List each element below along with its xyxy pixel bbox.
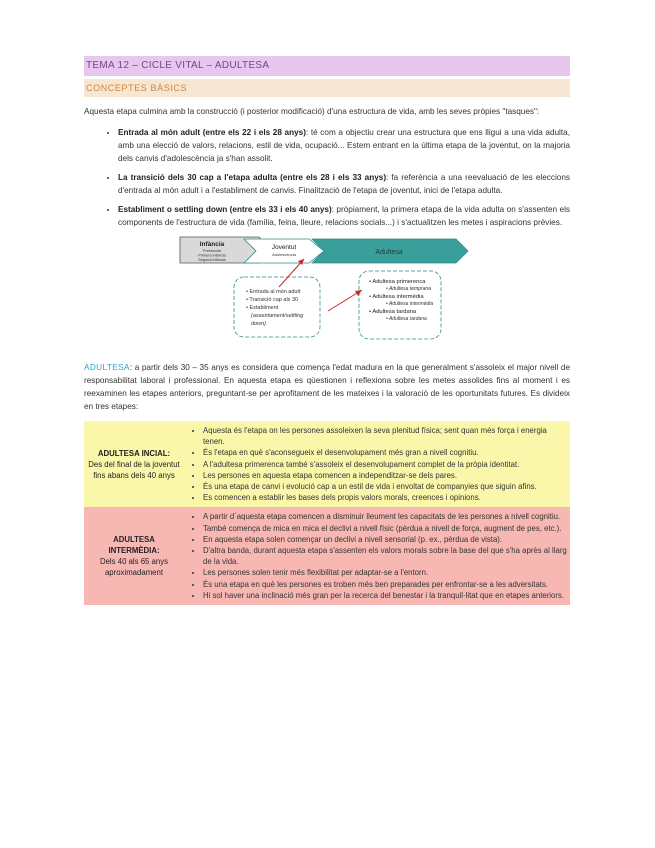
list-item: • Aquesta és l'etapa on les persones assoleixen la seva plenitud física; sent quan més força i energia tenen. xyxy=(203,425,569,447)
stage-label-cell: ADULTESA INCIAL: Des del final de la joventut fins abans dels 40 anys xyxy=(84,421,184,507)
stages-table xyxy=(84,421,570,605)
svg-text:Segona infància: Segona infància xyxy=(198,258,226,262)
list-item: • Les persones solen tenir més flexibilitat per adaptar-se a l'entorn. xyxy=(203,567,569,578)
document-page xyxy=(84,56,570,605)
list-item: • Es comencen a establir les bases dels propis valors morals, creences i opinions. xyxy=(203,492,569,503)
arrow-label: Infància xyxy=(199,241,225,248)
list-item: • Hi sol haver una inclinació més gran per la recerca del benestar i la tranquil·litat que en etapes anteriors. xyxy=(203,590,569,601)
svg-text:• Adultesa intermèdia: • Adultesa intermèdia xyxy=(386,301,434,307)
arrow-label: Joventut xyxy=(271,244,297,251)
joventut-arrow xyxy=(244,239,324,263)
list-item: • També comença de mica en mica el declivi a nivell físic (pèrdua a nivell de força, augment de pes, etc.). xyxy=(203,523,569,534)
svg-text:• Entrada al món adult: • Entrada al món adult xyxy=(246,289,301,295)
stage-content-cell xyxy=(184,507,570,605)
bullet-item: • Entrada al món adult (entre els 22 i els 28 anys): té com a objectiu crear una estructura que ens lligui a una vida adulta, amb una elecció de valors, relacions, estil de vida, ocupació... Estem entrant en la última etapa de la joventut, on la majoria dels canvis d'adolescència ja s'han assolit. xyxy=(118,126,570,165)
page-title: TEMA 12 – CICLE VITAL – ADULTESA xyxy=(84,56,570,76)
arrow-label: Adultesa xyxy=(375,249,403,256)
svg-text:down): down) xyxy=(251,321,266,327)
list-item: • És una etapa de canvi i evolució cap a un estil de vida i envoltat de companyies que siguin afins. xyxy=(203,481,569,492)
svg-text:• Adultesa tardana: • Adultesa tardana xyxy=(369,309,417,315)
life-stage-diagram xyxy=(84,235,570,351)
svg-text:• Adultesa intermèdia: • Adultesa intermèdia xyxy=(369,294,424,300)
svg-text:(assentament/settling: (assentament/settling xyxy=(251,313,304,319)
diagram-svg xyxy=(84,235,570,351)
list-item: • En aquesta etapa solen començar un declivi a nivell sensorial (p. ex., pèrdua de vista). xyxy=(203,534,569,545)
svg-text:Adolescència: Adolescència xyxy=(272,252,296,257)
list-item: • A l'adultesa primerenca també s'assoleix el desenvolupament complet de la pròpia identitat. xyxy=(203,459,569,470)
list-item: • És l'etapa en què s'aconsegueix el desenvolupament més gran a nivell cognitiu. xyxy=(203,447,569,458)
svg-text:• Adultesa temprana: • Adultesa temprana xyxy=(386,286,431,292)
list-item: • D'altra banda, durant aquesta etapa s'assenten els valors morals sobre la base del que s'ha après al llarg de la vida. xyxy=(203,545,569,567)
svg-text:Primera infància: Primera infància xyxy=(198,253,226,258)
stage-label-cell: ADULTESA INTERMÈDIA: Dels 40 als 65 anys aproximadament xyxy=(84,507,184,605)
svg-text:Preescolar: Preescolar xyxy=(202,249,222,253)
intro-paragraph: Aquesta etapa culmina amb la construcció (i posterior modificació) d'una estructura de vida, amb les seves pròpies "tasques": xyxy=(84,107,540,116)
adultesa-heading: ADULTESA xyxy=(84,363,130,372)
bullet-item: • La transició dels 30 cap a l'etapa adulta (entre els 28 i els 33 anys): fa referència a una reevaluació de les eleccions d'entrada al món adult i a l'establiment de canvis. Finalització de l'etapa de joventut, inici de l'etapa adulta. xyxy=(118,171,570,197)
table-row xyxy=(84,421,570,507)
adultesa-paragraph: ADULTESA: a partir dels 30 – 35 anys es considera que comença l'edat madura en la que generalment s'assoleix el major nivell de responsabilitat laboral i professional. En aquesta etapa es qüestionen i reflexiona sobre les metes assolides fins al moment i es reexaminen les etapes anteriors, preguntant-se per aprofitament de les mateixes i la valoració de les oportunitats futures. Es divideix en tres etapes: xyxy=(84,363,570,411)
stage-content-cell xyxy=(184,421,570,507)
table-row xyxy=(84,507,570,605)
stage-bullet-list xyxy=(84,126,570,229)
svg-text:• Adultesa tardana: • Adultesa tardana xyxy=(386,316,427,322)
svg-text:• Transició cap als 30: • Transició cap als 30 xyxy=(246,297,299,303)
list-item: • A partir d´aquesta etapa comencen a disminuir lleument les capacitats de les persones a nivell cognitiu. xyxy=(203,511,569,522)
svg-text:• Establiment: • Establiment xyxy=(246,305,279,311)
section-heading: CONCEPTES BÀSICS xyxy=(84,79,570,97)
svg-text:• Adultesa primerenca: • Adultesa primerenca xyxy=(369,279,426,285)
list-item: • És una etapa en què les persones es troben més ben preparades per enfrontar-se a les adversitats. xyxy=(203,579,569,590)
list-item: • Les persones en aquesta etapa comencen a independitzar-se dels pares. xyxy=(203,470,569,481)
bullet-item: • Establiment o settling down (entre els 33 i els 40 anys): pròpiament, la primera etapa de la vida adulta on s'assenten els components de l'estructura de vida (família, feina, lleure, relacions socials...) i s'actualitzen les metes i aspiracions prèvies. xyxy=(118,203,570,229)
